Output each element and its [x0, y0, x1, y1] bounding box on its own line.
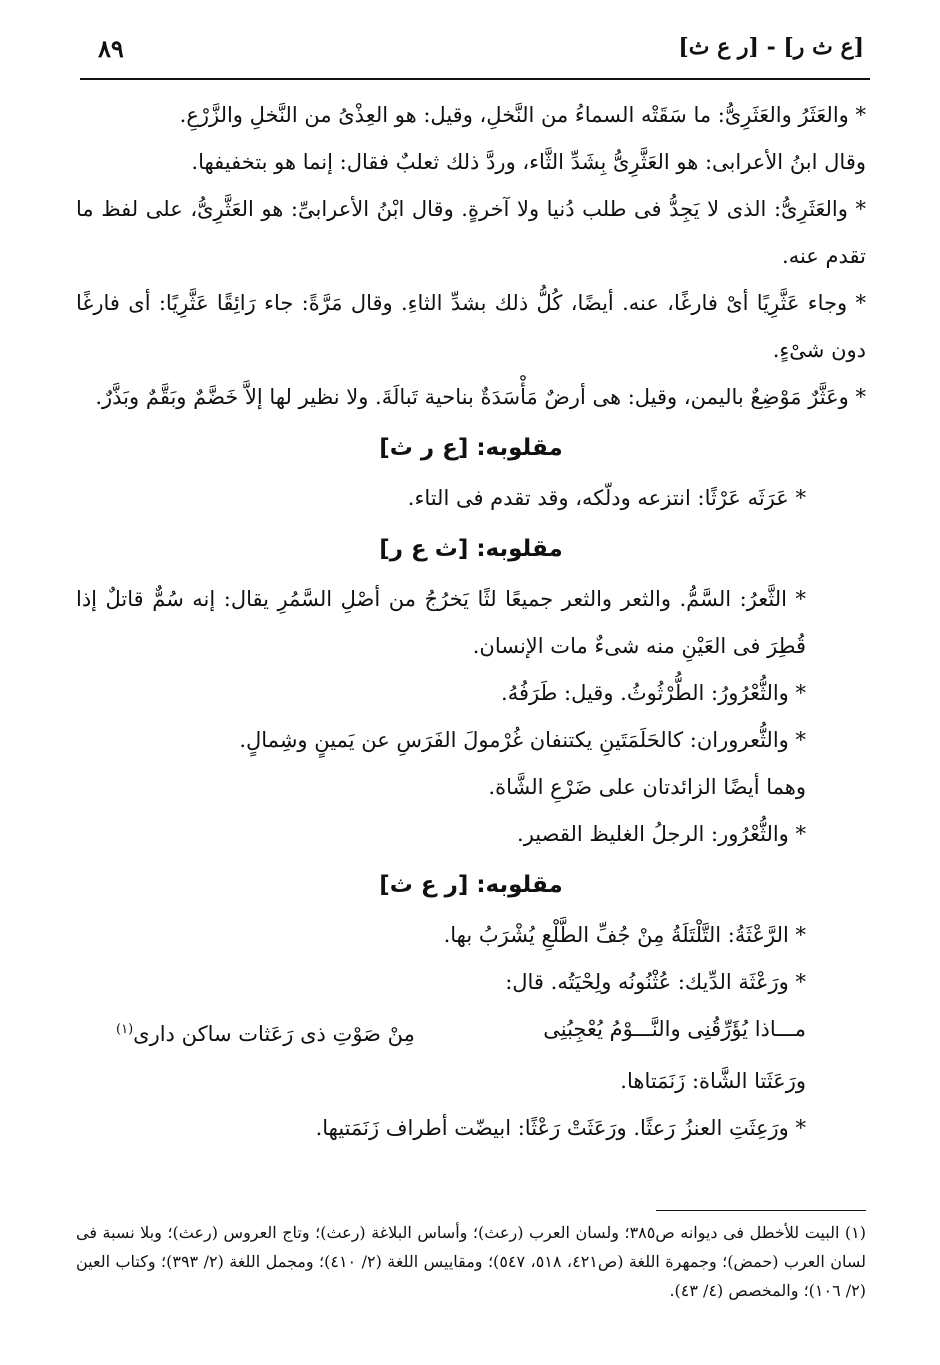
- entry-paragraph: * والثُّعروران: كالحَلَمَتَينِ يكتنفان غُرْمولَ الفَرَسِ عن يَمينٍ وشِمالٍ.: [239, 728, 806, 752]
- entry-paragraph: * والعَثَرُ والعَثَرِىُّ: ما سَقَتْه السماءُ من النَّخلِ، وقيل: هو العِذْىُ من النَّخلِ والزَّرْعِ.: [179, 103, 866, 127]
- entry-paragraph: * ورَعِثَتِ العنزُ رَعثًا. ورَعَثَتْ رَعْثًا: ابيضّت أطراف زَنَمَتيها.: [315, 1116, 806, 1140]
- footnote: (١) البيت للأخطل فى ديوانه ص٣٨٥؛ ولسان العرب (رعث)؛ وأساس البلاغة (رعث)؛ وتاج العروس (رعث)؛ وبلا نسبة فى لسان العرب (حمض)؛ وجمهرة اللغة (ص٤٢١، ٥١٨، ٥٤٧)؛ ومقاييس اللغة (٢/ ٤١٠)؛ ومجمل اللغة (٢/ ٣٩٣)؛ وكتاب العين (٢/ ١٠٦)؛ والمخصص (٤/ ٤٣).: [76, 1223, 867, 1300]
- running-head: [ع ث ر] - [ر ع ث]: [678, 34, 864, 60]
- entry-paragraph: * والثُّعْرُور: الرجلُ الغليظ القصير.: [517, 822, 806, 846]
- entry-paragraph: ورَعَثَتا الشَّاة: زَنَمَتاها.: [620, 1069, 806, 1093]
- poetry-verse: [76, 1006, 866, 1058]
- entry-paragraph: * والعَثَرِىُّ: الذى لا يَجِدُّ فى طلب دُنيا ولا آخرةٍ. وقال ابْنُ الأعرابىِّ: هو العَثَّرِىُّ، على لفظ ما تقدم عنه.: [76, 197, 866, 268]
- entry-paragraph: وهما أيضًا الزائدتان على ضَرْعِ الشَّاة.: [488, 775, 806, 799]
- entry-paragraph: * وجاء عَثَّرِيًا أىْ فارغًا، عنه. أيضًا، كُلُّ ذلك بشدِّ الثاءِ. وقال مَرَّةً: جاء رَائِقًا عَثَّرِيًا: أى فارغًا دون شىْءٍ.: [76, 291, 866, 362]
- verse-second-hemistich: مِنْ صَوْتِ ذى رَعَثات ساكن دارى$^{(١)}$: [116, 1022, 415, 1046]
- footnote-mark[interactable]: (١): [116, 1022, 134, 1037]
- header-rule: [80, 78, 870, 80]
- section-heading: مقلوبه: [ر ع ث]: [379, 872, 563, 898]
- entry-paragraph: * الرَّعْثَةُ: التَّلْتَلَةُ مِنْ جُفِّ الطَّلْعِ يُشْرَبُ بها.: [443, 923, 806, 947]
- section-heading: مقلوبه: [ث ع ر]: [379, 536, 563, 562]
- footnote-rule: [656, 1210, 866, 1211]
- entry-paragraph: * ورَعْثَة الدِّيك: عُثْنُونُه ولِحْيَتُه. قال:: [505, 970, 806, 994]
- main-text: [76, 92, 866, 1152]
- entry-paragraph: * وعَثَّرٌ مَوْضِعٌ باليمن، وقيل: هى أرضٌ مَأْسَدَةٌ بناحية تَبالَةَ. ولا نظير لها إلاَّ خَضَّمٌ وبَقَّمٌ وبَذَّرٌ.: [95, 385, 866, 409]
- entry-paragraph: * والثُّعْرُورُ: الطُّرْثُوثُ. وقيل: طَرَفُهُ.: [501, 681, 806, 705]
- entry-paragraph: * الثَّعرُ: السَّمُّ. والثعر والثعر جميعًا لثًا يَخرُجُ من أصْلِ السَّمُرِ يقال: إنه سُمٌّ قاتلٌ إذا قُطِرَ فى العَيْنِ منه شىءٌ مات الإنسان.: [76, 587, 806, 658]
- entry-paragraph: * عَرَثَه عَرْثًا: انتزعه ودلّكه، وقد تقدم فى التاء.: [407, 486, 806, 510]
- verse-first-hemistich: مـــاذا يُؤَرِّقُنِى والنَّـــوْمُ يُعْجِبُنِى: [543, 1017, 806, 1041]
- page-number: ٨٩: [98, 34, 124, 63]
- section-heading: مقلوبه: [ع ر ث]: [379, 435, 563, 461]
- entry-paragraph: وقال ابنُ الأعرابى: هو العَثَّرِىُّ بِشَدِّ الثَّاء، وردَّ ذلك ثعلبٌ فقال: إنما هو بتخفيفها.: [191, 150, 866, 174]
